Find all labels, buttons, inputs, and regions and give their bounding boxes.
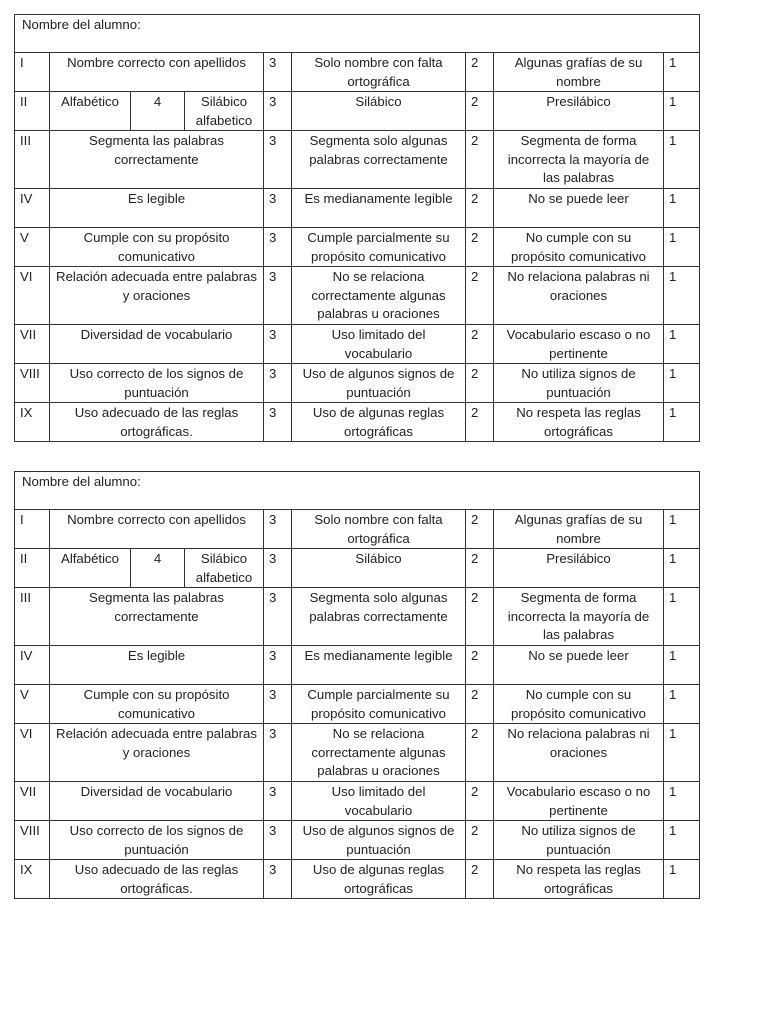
level-3-descriptor: Segmenta las palabras correctamente <box>50 131 264 189</box>
criterion-row <box>15 821 700 860</box>
level-2-descriptor: Segmenta solo algunas palabras correctamente <box>292 588 466 646</box>
score-1: 1 <box>664 549 700 588</box>
level-2-descriptor: Uso de algunos signos de puntuación <box>292 364 466 403</box>
level-2-descriptor: No se relaciona correctamente algunas palabras u oraciones <box>292 724 466 782</box>
level-3-descriptor: Uso correcto de los signos de puntuación <box>50 364 264 403</box>
criterion-row <box>15 53 700 92</box>
level-1-descriptor: Segmenta de forma incorrecta la mayoría de las palabras <box>494 588 664 646</box>
score-1: 1 <box>664 782 700 821</box>
score-2: 2 <box>466 782 494 821</box>
criterion-row <box>15 92 700 131</box>
score-alfabetico: 4 <box>131 92 185 131</box>
level-2-descriptor: Silábico <box>292 549 466 588</box>
level-1-descriptor: No utiliza signos de puntuación <box>494 364 664 403</box>
score-1: 1 <box>664 53 700 92</box>
criterion-row <box>15 724 700 782</box>
score-2: 2 <box>466 860 494 899</box>
score-1: 1 <box>664 92 700 131</box>
level-3-descriptor: Es legible <box>50 646 264 685</box>
score-1: 1 <box>664 724 700 782</box>
criterion-number: II <box>15 549 50 588</box>
level-3-descriptor: Segmenta las palabras correctamente <box>50 588 264 646</box>
level-3-descriptor: Diversidad de vocabulario <box>50 325 264 364</box>
level-1-descriptor: Presilábico <box>494 549 664 588</box>
criterion-number: III <box>15 131 50 189</box>
score-1: 1 <box>664 189 700 228</box>
score-3: 3 <box>264 92 292 131</box>
level-silabico-alfabetico: Silábico alfabetico <box>185 92 264 131</box>
criterion-number: VI <box>15 724 50 782</box>
score-1: 1 <box>664 510 700 549</box>
level-1-descriptor: No utiliza signos de puntuación <box>494 821 664 860</box>
criterion-row <box>15 588 700 646</box>
criterion-number: I <box>15 510 50 549</box>
level-2-descriptor: Uso de algunas reglas ortográficas <box>292 860 466 899</box>
level-1-descriptor: No se puede leer <box>494 189 664 228</box>
level-alfabetico: Alfabético <box>50 549 131 588</box>
level-2-descriptor: Segmenta solo algunas palabras correctamente <box>292 131 466 189</box>
level-3-descriptor: Relación adecuada entre palabras y oraciones <box>50 267 264 325</box>
criterion-number: V <box>15 228 50 267</box>
criterion-row <box>15 685 700 724</box>
criterion-number: VII <box>15 325 50 364</box>
criterion-row <box>15 782 700 821</box>
criterion-row <box>15 228 700 267</box>
level-1-descriptor: Vocabulario escaso o no pertinente <box>494 782 664 821</box>
score-3: 3 <box>264 860 292 899</box>
score-3: 3 <box>264 821 292 860</box>
score-2: 2 <box>466 131 494 189</box>
score-3: 3 <box>264 53 292 92</box>
level-3-descriptor: Cumple con su propósito comunicativo <box>50 685 264 724</box>
criterion-number: VIII <box>15 821 50 860</box>
score-3: 3 <box>264 685 292 724</box>
level-3-descriptor: Cumple con su propósito comunicativo <box>50 228 264 267</box>
score-1: 1 <box>664 267 700 325</box>
criterion-number: I <box>15 53 50 92</box>
level-3-descriptor: Diversidad de vocabulario <box>50 782 264 821</box>
level-2-descriptor: No se relaciona correctamente algunas palabras u oraciones <box>292 267 466 325</box>
level-1-descriptor: Presilábico <box>494 92 664 131</box>
score-3: 3 <box>264 724 292 782</box>
criterion-number: IX <box>15 403 50 442</box>
level-1-descriptor: No respeta las reglas ortográficas <box>494 860 664 899</box>
rubric-table <box>14 471 700 899</box>
score-2: 2 <box>466 685 494 724</box>
score-3: 3 <box>264 189 292 228</box>
score-3: 3 <box>264 131 292 189</box>
level-3-descriptor: Uso adecuado de las reglas ortográficas. <box>50 860 264 899</box>
level-1-descriptor: Vocabulario escaso o no pertinente <box>494 325 664 364</box>
level-1-descriptor: No se puede leer <box>494 646 664 685</box>
score-1: 1 <box>664 646 700 685</box>
score-1: 1 <box>664 821 700 860</box>
criterion-number: VIII <box>15 364 50 403</box>
level-2-descriptor: Uso limitado del vocabulario <box>292 782 466 821</box>
score-3: 3 <box>264 267 292 325</box>
level-1-descriptor: Algunas grafías de su nombre <box>494 53 664 92</box>
level-1-descriptor: No relaciona palabras ni oraciones <box>494 724 664 782</box>
level-2-descriptor: Silábico <box>292 92 466 131</box>
score-3: 3 <box>264 364 292 403</box>
level-1-descriptor: No cumple con su propósito comunicativo <box>494 685 664 724</box>
level-3-descriptor: Relación adecuada entre palabras y oraciones <box>50 724 264 782</box>
score-2: 2 <box>466 510 494 549</box>
level-2-descriptor: Es medianamente legible <box>292 646 466 685</box>
level-3-descriptor: Uso adecuado de las reglas ortográficas. <box>50 403 264 442</box>
student-name-row <box>15 15 700 53</box>
criterion-row <box>15 510 700 549</box>
score-2: 2 <box>466 821 494 860</box>
score-1: 1 <box>664 588 700 646</box>
score-3: 3 <box>264 646 292 685</box>
criterion-row <box>15 364 700 403</box>
level-2-descriptor: Es medianamente legible <box>292 189 466 228</box>
rubric-table <box>14 14 700 442</box>
criterion-row <box>15 267 700 325</box>
score-3: 3 <box>264 588 292 646</box>
student-name-label: Nombre del alumno: <box>15 15 700 53</box>
level-2-descriptor: Solo nombre con falta ortográfica <box>292 53 466 92</box>
level-1-descriptor: No relaciona palabras ni oraciones <box>494 267 664 325</box>
level-2-descriptor: Cumple parcialmente su propósito comunicativo <box>292 685 466 724</box>
score-2: 2 <box>466 549 494 588</box>
score-1: 1 <box>664 228 700 267</box>
criterion-number: VII <box>15 782 50 821</box>
level-3-descriptor: Nombre correcto con apellidos <box>50 510 264 549</box>
score-2: 2 <box>466 364 494 403</box>
score-3: 3 <box>264 549 292 588</box>
score-1: 1 <box>664 860 700 899</box>
criterion-row <box>15 189 700 228</box>
criterion-row <box>15 549 700 588</box>
criterion-number: IV <box>15 646 50 685</box>
score-1: 1 <box>664 403 700 442</box>
score-2: 2 <box>466 403 494 442</box>
criterion-row <box>15 325 700 364</box>
level-2-descriptor: Uso limitado del vocabulario <box>292 325 466 364</box>
score-1: 1 <box>664 364 700 403</box>
level-silabico-alfabetico: Silábico alfabetico <box>185 549 264 588</box>
score-3: 3 <box>264 228 292 267</box>
criterion-number: II <box>15 92 50 131</box>
score-2: 2 <box>466 267 494 325</box>
score-2: 2 <box>466 588 494 646</box>
level-1-descriptor: No respeta las reglas ortográficas <box>494 403 664 442</box>
criterion-row <box>15 860 700 899</box>
score-2: 2 <box>466 53 494 92</box>
level-2-descriptor: Uso de algunos signos de puntuación <box>292 821 466 860</box>
score-1: 1 <box>664 685 700 724</box>
score-2: 2 <box>466 189 494 228</box>
score-3: 3 <box>264 782 292 821</box>
score-2: 2 <box>466 724 494 782</box>
score-2: 2 <box>466 325 494 364</box>
criterion-number: V <box>15 685 50 724</box>
criterion-number: IV <box>15 189 50 228</box>
score-2: 2 <box>466 228 494 267</box>
criterion-number: IX <box>15 860 50 899</box>
score-1: 1 <box>664 131 700 189</box>
level-3-descriptor: Es legible <box>50 189 264 228</box>
score-2: 2 <box>466 92 494 131</box>
criterion-row <box>15 403 700 442</box>
level-2-descriptor: Cumple parcialmente su propósito comunicativo <box>292 228 466 267</box>
level-2-descriptor: Solo nombre con falta ortográfica <box>292 510 466 549</box>
criterion-number: III <box>15 588 50 646</box>
score-3: 3 <box>264 403 292 442</box>
level-3-descriptor: Uso correcto de los signos de puntuación <box>50 821 264 860</box>
score-2: 2 <box>466 646 494 685</box>
level-1-descriptor: Algunas grafías de su nombre <box>494 510 664 549</box>
level-1-descriptor: No cumple con su propósito comunicativo <box>494 228 664 267</box>
score-3: 3 <box>264 510 292 549</box>
score-alfabetico: 4 <box>131 549 185 588</box>
student-name-label: Nombre del alumno: <box>15 472 700 510</box>
level-alfabetico: Alfabético <box>50 92 131 131</box>
level-2-descriptor: Uso de algunas reglas ortográficas <box>292 403 466 442</box>
criterion-row <box>15 131 700 189</box>
criterion-row <box>15 646 700 685</box>
level-1-descriptor: Segmenta de forma incorrecta la mayoría de las palabras <box>494 131 664 189</box>
score-3: 3 <box>264 325 292 364</box>
student-name-row <box>15 472 700 510</box>
score-1: 1 <box>664 325 700 364</box>
level-3-descriptor: Nombre correcto con apellidos <box>50 53 264 92</box>
criterion-number: VI <box>15 267 50 325</box>
